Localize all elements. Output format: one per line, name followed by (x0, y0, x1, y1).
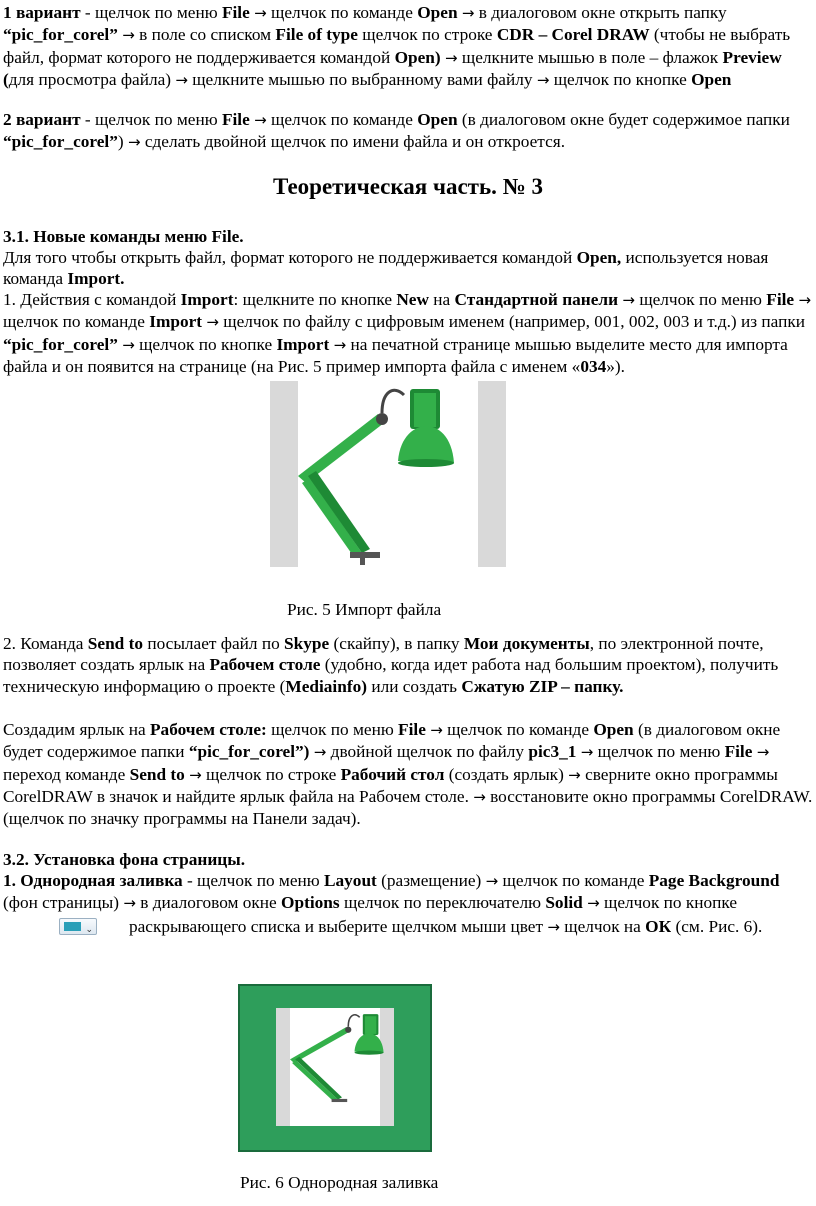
text: щелчок по меню (593, 742, 725, 762)
figure-6-caption: Рис. 6 Однородная заливка (240, 1173, 439, 1192)
options-dialog-ref: Options (281, 893, 340, 913)
solid-fill-paragraph (3, 870, 815, 938)
arrow-icon: → (568, 765, 581, 784)
section-3-2-heading (3, 849, 815, 870)
command-import-ref: Import (180, 290, 234, 309)
menu-file-ref: File (398, 720, 426, 739)
arrow-icon: → (123, 894, 136, 913)
folder-name: “pic_for_corel” (3, 25, 118, 45)
heading-text: 3.2. Установка фона страницы. (3, 850, 246, 869)
section-3-1-intro (3, 247, 815, 290)
menu-file-ref: File (221, 3, 250, 22)
text: Для того чтобы открыть файл, формат которого не поддерживается командой (3, 248, 577, 267)
text: в диалоговом окне (135, 893, 282, 913)
text: для просмотра файла) (8, 69, 176, 89)
command-send-to-ref: Send to (129, 764, 185, 784)
figure-5-lamp-image (270, 381, 506, 567)
file-of-type-ref: File of type (275, 25, 358, 45)
text: посылает файл по (143, 634, 285, 653)
text: переход команде (3, 764, 130, 784)
arrow-icon: → (536, 70, 550, 89)
import-steps-paragraph (3, 289, 815, 377)
command-open-ref: Open (417, 110, 458, 129)
text: (удобно, когда идет работа над большим проектом), получить техническую информацию о проекте ( (3, 655, 779, 696)
menu-file-ref: File (766, 290, 795, 309)
text: »). (606, 356, 625, 376)
command-import-ref: Import (149, 312, 203, 332)
arrow-icon: → (756, 743, 770, 762)
text: восстановите окно программы CorelDRAW. (щелчок по значку программы на Панели задач). (3, 786, 813, 829)
arrow-icon: → (122, 335, 135, 354)
cdr-ref: CDR – Corel DRAW (496, 25, 650, 45)
menu-layout-ref: Layout (324, 871, 377, 890)
text: , по электронной почте, позволяет создать ярлык на (3, 634, 764, 675)
text: 2. Команда (3, 634, 88, 653)
arrow-icon: → (580, 743, 594, 762)
preview-ref: Preview ( (3, 47, 782, 89)
command-page-background-ref: Page Background (648, 871, 780, 890)
text: 1. Действия с командой (3, 290, 181, 309)
desktop-row-ref: Рабочий стол (340, 764, 445, 784)
text: щелчок по команде (498, 871, 649, 890)
arrow-icon: → (547, 917, 560, 936)
my-documents-ref: Мои документы (463, 634, 590, 653)
arrow-icon: → (333, 335, 347, 354)
mediainfo-ref: Mediainfo) (285, 676, 367, 696)
command-import-ref: Import. (67, 269, 125, 289)
text: щелчок по кнопке (549, 69, 692, 89)
section-3-1-heading (3, 226, 815, 247)
desktop-ref: Рабочем столе (209, 655, 321, 675)
text: (в диалоговом окне будет содержимое папки (3, 720, 781, 762)
send-to-paragraph (3, 633, 815, 697)
page-strip-right (478, 381, 506, 567)
text: щелчок по переключателю (339, 893, 546, 913)
color-dropdown-button-image (59, 918, 97, 935)
zip-folder-ref: Сжатую ZIP – папку. (461, 676, 624, 696)
arrow-icon: → (189, 765, 202, 784)
standard-panel-ref: Стандартной панели (454, 290, 619, 309)
text: (размещение) (376, 871, 486, 890)
text: щелчок по команде (266, 3, 418, 22)
arrow-icon: → (461, 4, 475, 22)
command-open-ref: Open, (576, 248, 622, 267)
arrow-icon: → (473, 787, 486, 806)
command-open-ref: Open (593, 720, 634, 739)
text: щелчок на (559, 916, 646, 936)
text: щелчок по команде (442, 720, 594, 739)
text: щелчок по файлу с цифровым именем (например, 001, 002, 003 и т.д.) из папки (218, 312, 805, 332)
arrow-icon: → (587, 894, 600, 913)
command-open-ref: Open) (394, 47, 441, 67)
text: щелчок по строке (201, 764, 341, 784)
arrow-icon: → (206, 313, 219, 332)
arrow-icon: → (313, 743, 327, 762)
file-name-034: 034 (580, 356, 607, 376)
button-open-ref: Open (691, 69, 732, 89)
variant2-label: 2 вариант (3, 110, 81, 129)
section-title: Теоретическая часть. № 3 (273, 174, 543, 199)
text: используется новая команда (3, 248, 769, 289)
text: - щелчок по меню (80, 110, 222, 129)
text: - щелчок по меню (182, 871, 324, 890)
arrow-icon: → (622, 291, 635, 309)
solid-fill-ref: 1. Однородная заливка (3, 871, 183, 890)
text: (в диалоговом окне будет содержимое папки (457, 110, 790, 129)
file-pic3-1: pic3_1 (528, 742, 577, 762)
skype-ref: Skype (284, 634, 330, 653)
arrow-icon: → (254, 4, 267, 22)
text: : щелкните по кнопке (233, 290, 397, 309)
figure-6-solid-fill-image (238, 984, 432, 1152)
arrow-icon: → (444, 48, 458, 67)
folder-name: “pic_for_corel” (3, 132, 118, 152)
arrow-icon: → (122, 26, 135, 45)
text: на печатной странице мышью выделите место для импорта файла и он появится на странице (на Рис. 5 пример импорта файла с именем « (3, 334, 788, 376)
text: в диалоговом окне открыть папку (474, 3, 727, 22)
arrow-icon: → (798, 291, 812, 309)
command-send-to-ref: Send to (87, 634, 144, 653)
arrow-icon: → (175, 70, 188, 89)
text: щелчок по кнопке (599, 893, 738, 913)
command-open-ref: Open (417, 3, 458, 22)
heading-text: 3.1. Новые команды меню File. (3, 227, 244, 246)
text: сделать двойной щелчок по имени файла и он откроется. (140, 132, 566, 152)
chevron-down-icon: ⌄ (85, 924, 93, 935)
text: ) (117, 132, 128, 152)
text: щелчок по команде (266, 110, 418, 129)
text: (см. Рис. 6). (671, 916, 763, 936)
text: (чтобы не выбрать файл, формат которого не поддерживается командой (3, 25, 791, 67)
variant1-label: 1 вариант (3, 3, 81, 22)
text: щелчок по команде (3, 312, 150, 332)
page-strip-left (270, 381, 298, 567)
text: (скайпу), в папку (329, 634, 464, 653)
variant2-paragraph (3, 109, 815, 154)
arrow-icon: → (127, 133, 141, 152)
text: щелчок по меню (635, 290, 767, 309)
text: щелчок по строке (357, 25, 497, 45)
text: (фон страницы) (3, 893, 124, 913)
button-import-ref: Import (276, 334, 330, 354)
arrow-icon: → (485, 872, 499, 890)
text: сверните окно программы CorelDRAW в значок и найдите ярлык файла на Рабочем столе. (3, 764, 778, 806)
text: двойной щелчок по файлу (326, 742, 529, 762)
folder-name: “pic_for_corel” (3, 334, 118, 354)
figure-5-caption: Рис. 5 Импорт файла (287, 600, 442, 619)
arrow-icon: → (430, 721, 443, 739)
menu-file-ref: File (724, 742, 753, 762)
text: щелкните мышью в поле – флажок (457, 47, 723, 67)
text: щелчок по кнопке (134, 334, 277, 354)
button-new-ref: New (396, 290, 429, 309)
solid-option-ref: Solid (545, 893, 583, 913)
menu-file-ref: File (221, 110, 250, 129)
text: щелчок по меню (266, 720, 399, 739)
arrow-icon: → (254, 111, 267, 129)
text: - щелчок по меню (80, 3, 222, 22)
text: в поле со списком (134, 25, 276, 45)
button-ok-ref: ОК (645, 916, 672, 936)
text: на (428, 290, 455, 309)
text: раскрывающего списка и выберите щелчком мыши цвет (129, 916, 548, 936)
shortcut-paragraph (3, 719, 815, 829)
text: Создадим ярлык на (3, 720, 150, 739)
text: щелкните мышью по выбранному вами файлу (187, 69, 537, 89)
variant1-paragraph (3, 2, 815, 91)
desktop-ref: Рабочем столе: (150, 720, 267, 739)
lamp-illustration (298, 389, 454, 565)
text: (создать ярлык) (444, 764, 569, 784)
text: или создать (367, 676, 462, 696)
color-swatch-icon (64, 922, 81, 931)
folder-name: “pic_for_corel”) (188, 742, 310, 762)
